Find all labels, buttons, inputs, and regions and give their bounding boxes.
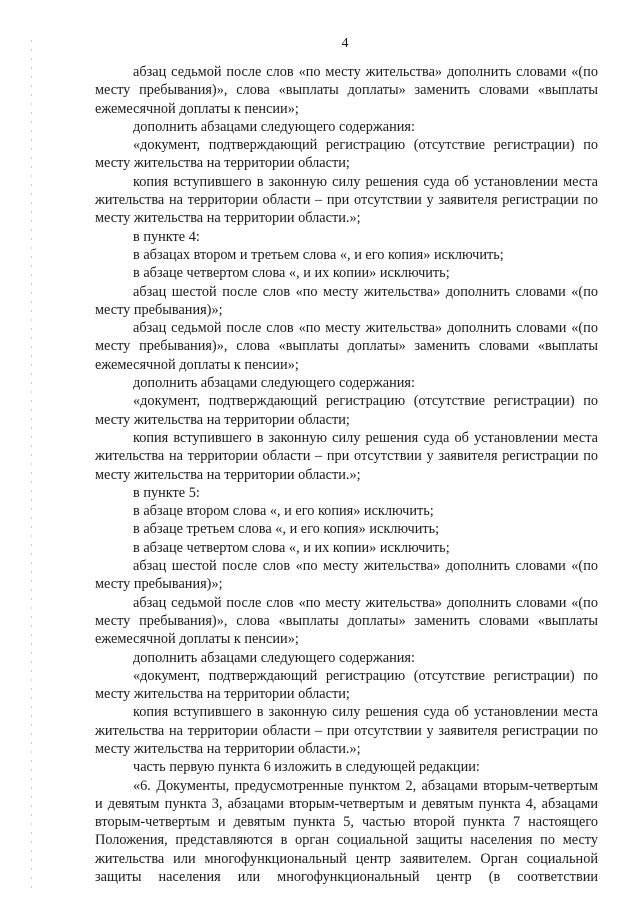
- paragraph: «6. Документы, предусмотренные пунктом 2, абзацами вторым-четвертым и девятым пункта 3, абзацами вторым-четвертым и девятым пункта 4, абзацами вторым-четвертым и девятым пункта 5, частью второй пункта 7 настоящего Положения, представляются в орган социальной защиты населения по месту жительства или многофункциональный центр заявителем. Орган социальной защиты населения или многофункциональный центр (в соответствии: [95, 777, 598, 886]
- paragraph: абзац шестой после слов «по месту жительства» дополнить словами «(по месту пребывания)»;: [95, 558, 598, 593]
- paragraph: копия вступившего в законную силу решения суда об установлении места жительства на территории области – при отсутствии у заявителя регистрации по месту жительства на территории области.»;: [95, 173, 598, 227]
- paragraph: копия вступившего в законную силу решения суда об установлении места жительства на территории области – при отсутствии у заявителя регистрации по месту жительства на территории области.»;: [95, 429, 598, 483]
- paragraph: дополнить абзацами следующего содержания:: [133, 649, 415, 666]
- paragraph: абзац седьмой после слов «по месту жительства» дополнить словами «(по месту пребывания)», слова «выплаты доплаты» заменить словами «выплаты ежемесячной доплаты к пенсии»;: [95, 594, 598, 648]
- paragraph: «документ, подтверждающий регистрацию (отсутствие регистрации) по месту жительства на территории области;: [95, 137, 598, 172]
- paragraph: в пункте 4:: [133, 228, 200, 245]
- paragraph: «документ, подтверждающий регистрацию (отсутствие регистрации) по месту жительства на территории области;: [95, 667, 598, 703]
- paragraph: дополнить абзацами следующего содержания:: [133, 375, 415, 392]
- paragraph: часть первую пункта 6 изложить в следующей редакции:: [133, 759, 480, 776]
- paragraph: абзац седьмой после слов «по месту жительства» дополнить словами «(по месту пребывания)», слова «выплаты доплаты» заменить словами «выплаты ежемесячной доплаты к пенсии»;: [95, 64, 598, 117]
- paragraph: в абзацах втором и третьем слова «, и его копия» исключить;: [133, 246, 504, 263]
- paragraph: в пункте 5:: [133, 484, 200, 501]
- document-body: [95, 63, 598, 886]
- paragraph: копия вступившего в законную силу решения суда об установлении места жительства на территории области – при отсутствии у заявителя регистрации по месту жительства на территории области.»;: [95, 704, 598, 757]
- paragraph: абзац седьмой после слов «по месту жительства» дополнить словами «(по месту пребывания)», слова «выплаты доплаты» заменить словами «выплаты ежемесячной доплаты к пенсии»;: [95, 320, 598, 373]
- paragraph: в абзаце втором слова «, и его копия» исключить;: [133, 503, 434, 520]
- paragraph: дополнить абзацами следующего содержания:: [133, 118, 415, 135]
- paragraph: в абзаце четвертом слова «, и их копии» исключить;: [133, 539, 450, 556]
- paragraph: в абзаце четвертом слова «, и их копии» исключить;: [133, 265, 450, 282]
- paragraph: абзац шестой после слов «по месту жительства» дополнить словами «(по месту пребывания)»;: [95, 283, 598, 318]
- page-number: 4: [341, 36, 349, 51]
- scan-margin-mark: [31, 40, 32, 890]
- paragraph: в абзаце третьем слова «, и его копия» исключить;: [133, 521, 440, 538]
- paragraph: «документ, подтверждающий регистрацию (отсутствие регистрации) по месту жительства на территории области;: [95, 393, 598, 428]
